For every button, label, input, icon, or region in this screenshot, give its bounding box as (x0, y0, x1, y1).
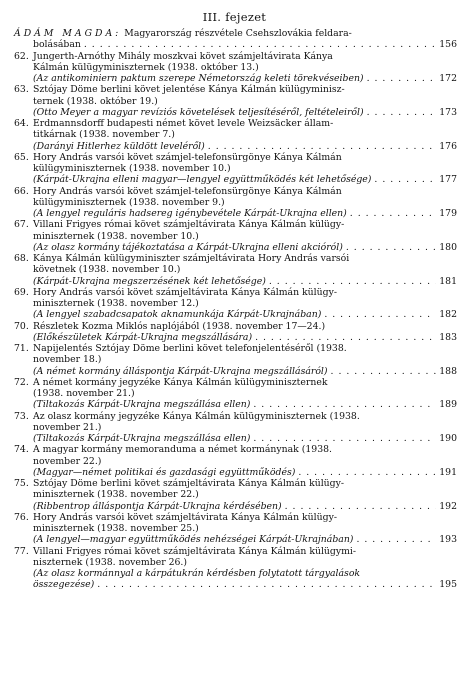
leader-dots (285, 501, 437, 512)
entry-number: 76. (14, 511, 29, 523)
entry-note: (Előkészületek Kárpát-Ukrajna megszállására) (33, 331, 253, 343)
entry-title-line: november 21.) (33, 421, 102, 433)
entry-title-line: november 22.) (33, 455, 102, 467)
entry-number: 63. (14, 84, 29, 96)
entry-number: 70. (14, 320, 29, 332)
entry-note-row (14, 433, 457, 444)
table-of-contents (14, 28, 457, 591)
entry-list (14, 51, 457, 591)
toc-entry (14, 287, 457, 321)
entry-title-line: Hory András varsói követ számjel-telefonsürgönye Kánya Kálmán (33, 185, 342, 197)
entry-title-line: külügyminiszternek (1938. november 9.) (33, 196, 225, 208)
entry-note: (Kárpát-Ukrajna elleni magyar—lengyel együttműködés két lehetősége) (33, 174, 372, 186)
entry-note: (Tiltakozás Kárpát-Ukrajna megszállása ellen) (33, 399, 251, 411)
entry-number: 74. (14, 444, 29, 456)
toc-entry (14, 51, 457, 85)
leader-dots (298, 467, 436, 478)
entry-note-row (14, 399, 457, 410)
page-number: 173 (439, 106, 457, 118)
entry-title-line: Hory András varsói követ számjel-telefonsürgönye Kánya Kálmán (33, 151, 342, 163)
entry-note: (Tiltakozás Kárpát-Ukrajna megszállása ellen) (33, 433, 251, 444)
entry-title-line: miniszternek (1938. november 10.) (33, 230, 199, 242)
page-number: 193 (439, 534, 457, 546)
entry-note-row (14, 141, 457, 152)
leader-dots (367, 107, 437, 118)
toc-entry (14, 219, 457, 253)
entry-number: 67. (14, 219, 29, 231)
toc-entry (14, 253, 457, 287)
entry-note-row (14, 73, 457, 84)
page-number: 182 (439, 309, 457, 321)
entry-number: 71. (14, 343, 29, 354)
toc-entry (14, 411, 457, 445)
entry-note-row (14, 467, 457, 478)
entry-number: 73. (14, 410, 29, 422)
toc-entry (14, 512, 457, 546)
page-number: 180 (439, 241, 457, 253)
leader-dots (324, 309, 436, 320)
entry-note: (Kárpát-Ukrajna megszerzésének két lehetősége) (33, 275, 266, 287)
entry-title-line: miniszternek (1938. november 25.) (33, 523, 199, 534)
toc-entry (14, 444, 457, 478)
entry-title-line: Napijelentés Sztójay Döme berlini követ telefonjelentéséről (1938. (33, 343, 347, 354)
entry-note: (A lengyel—magyar együttműködés nehézségei Kárpát-Ukrajnában) (33, 534, 354, 546)
entry-note-row (14, 534, 457, 545)
page-number: 176 (439, 140, 457, 152)
entry-title-line: Hory András varsói követ számjeltávirata Kánya Kálmán külügy- (33, 511, 337, 523)
entry-number: 69. (14, 286, 29, 298)
page-number: 189 (439, 399, 457, 411)
page-number: 183 (439, 331, 457, 343)
entry-title-line: Sztójay Döme berlini követ számjeltávirata Kánya Kálmán külügy- (33, 478, 345, 489)
page-number: 156 (439, 39, 457, 51)
entry-title-line: niszternek (1938. november 26.) (33, 556, 188, 568)
entry-title-line: külügyminiszternek (1938. november 10.) (33, 163, 231, 174)
entry-title-line: ternek (1938. október 19.) (33, 95, 158, 107)
header-entry-line: bolásában (33, 39, 81, 51)
leader-dots (269, 276, 436, 287)
entry-note-row (14, 309, 457, 320)
page-number: 177 (439, 174, 457, 186)
entry-note-row (14, 174, 457, 185)
toc-entry (14, 546, 457, 591)
entry-note: (A lengyel szabadcsapatok aknamunkája Kárpát-Ukrajnában) (33, 309, 322, 321)
entry-title-line: Hory András varsói követ számjeltávirata Kánya Kálmán külügy- (33, 286, 337, 298)
entry-title-line: miniszternek (1938. november 12.) (33, 298, 199, 309)
entry-note-row (14, 579, 457, 590)
entry-title-line: titkárnak (1938. november 7.) (33, 129, 175, 141)
entry-title-line: A német kormány jegyzéke Kánya Kálmán külügyminiszternek (33, 376, 328, 388)
entry-number: 65. (14, 151, 29, 163)
toc-entry (14, 321, 457, 344)
leader-dots (255, 332, 436, 343)
entry-title-line: A magyar kormány memoranduma a német kormánynak (1938. (33, 444, 332, 456)
entry-number: 77. (14, 545, 29, 557)
leader-dots (208, 141, 436, 152)
entry-note: (Ribbentrop álláspontja Kárpát-Ukrajna kérdésében) (33, 500, 282, 512)
toc-entry (14, 343, 457, 377)
leader-dots (253, 399, 436, 410)
entry-title-line: Kánya Kálmán külügyminiszter számjeltávirata Hory András varsói (33, 253, 350, 264)
entry-title-line: Sztójay Döme berlini követ jelentése Kánya Kálmán külügyminisz- (33, 84, 345, 96)
entry-title-line: Részletek Kozma Miklós naplójából (1938. november 17—24.) (33, 320, 326, 332)
leader-dots (346, 242, 436, 253)
entry-title-line: Villani Frigyes római követ számjeltávirata Kánya Kálmán külügymi- (33, 545, 357, 557)
leader-dots (331, 366, 437, 377)
header-entry (14, 28, 457, 51)
page-number: 188 (439, 365, 457, 377)
entry-number: 62. (14, 50, 29, 62)
toc-entry (14, 118, 457, 152)
leader-dots (367, 73, 437, 84)
entry-title-line: (Az olasz kormánnyal a kárpátukrán kérdésben folytatott tárgyalások (33, 568, 361, 579)
header-entry-line: Magyarország részvétele Csehszlovákia feldara- (124, 28, 352, 39)
entry-number: 72. (14, 376, 29, 388)
leader-dots (374, 174, 436, 185)
entry-note-row (14, 208, 457, 219)
page-number: 172 (439, 73, 457, 84)
page-number: 192 (439, 500, 457, 512)
entry-title-line: Villani Frigyes római követ számjeltávirata Kánya Kálmán külügy- (33, 219, 345, 231)
entry-note: (Az olasz kormány tájékoztatása a Kárpát-Ukrajna elleni akcióról) (33, 241, 343, 253)
entry-number: 75. (14, 478, 29, 489)
entry-title-line: Az olasz kormány jegyzéke Kánya Kálmán külügyminiszternek (1938. (33, 410, 360, 422)
entry-number: 64. (14, 118, 29, 129)
entry-number: 66. (14, 185, 29, 197)
entry-note-row (14, 107, 457, 118)
toc-entry (14, 377, 457, 411)
entry-note-row (14, 501, 457, 512)
page-number: 181 (439, 275, 457, 287)
entry-title-line: Kálmán külügyminiszternek (1938. október 13.) (33, 61, 259, 73)
entry-note: (Darányi Hitlerhez küldött leveléről) (33, 140, 205, 152)
leader-dots (97, 579, 436, 590)
toc-entry (14, 478, 457, 512)
entry-note: (A lengyel reguláris hadsereg igénybevétele Kárpát-Ukrajna ellen) (33, 208, 347, 219)
chapter-title: III. fejezet (202, 10, 267, 24)
page-number: 190 (439, 433, 457, 444)
entry-note: összegezése) (33, 579, 95, 591)
entry-title-line: Jungerth-Arnóthy Mihály moszkvai követ számjeltávirata Kánya (33, 50, 333, 62)
entry-note-row (14, 276, 457, 287)
leader-dots (356, 534, 436, 545)
page-number: 191 (439, 466, 457, 478)
leader-dots (350, 208, 436, 219)
entry-note-row (14, 366, 457, 377)
entry-title-line: miniszternek (1938. november 22.) (33, 489, 199, 501)
entry-note: (Az antikominiern paktum szerepe Németország keleti törekvéseiben) (33, 73, 364, 84)
entry-note: (Otto Meyer a magyar revíziós követelések teljesítéséről, feltételeiről) (33, 106, 364, 118)
page-number: 179 (439, 208, 457, 219)
toc-entry (14, 186, 457, 220)
entry-title-line: (1938. november 21.) (33, 388, 135, 399)
author-name: ÁDÁM MAGDA: (14, 28, 122, 39)
toc-entry (14, 152, 457, 186)
entry-number: 68. (14, 253, 29, 264)
entry-title-line: Erdmannsdorff budapesti német követ levele Weizsäcker állam- (33, 118, 334, 129)
entry-title-line: követnek (1938. november 10.) (33, 264, 181, 276)
leader-dots (84, 39, 436, 50)
entry-note-row (14, 332, 457, 343)
entry-note: (Magyar—német politikai és gazdasági együttműködés) (33, 466, 296, 478)
toc-entry (14, 84, 457, 118)
entry-note-row (14, 242, 457, 253)
entry-note: (A német kormány álláspontja Kárpát-Ukrajna megszállásáról) (33, 365, 328, 377)
page-number: 195 (439, 579, 457, 591)
leader-dots (253, 433, 436, 444)
entry-title-line: november 18.) (33, 354, 102, 366)
